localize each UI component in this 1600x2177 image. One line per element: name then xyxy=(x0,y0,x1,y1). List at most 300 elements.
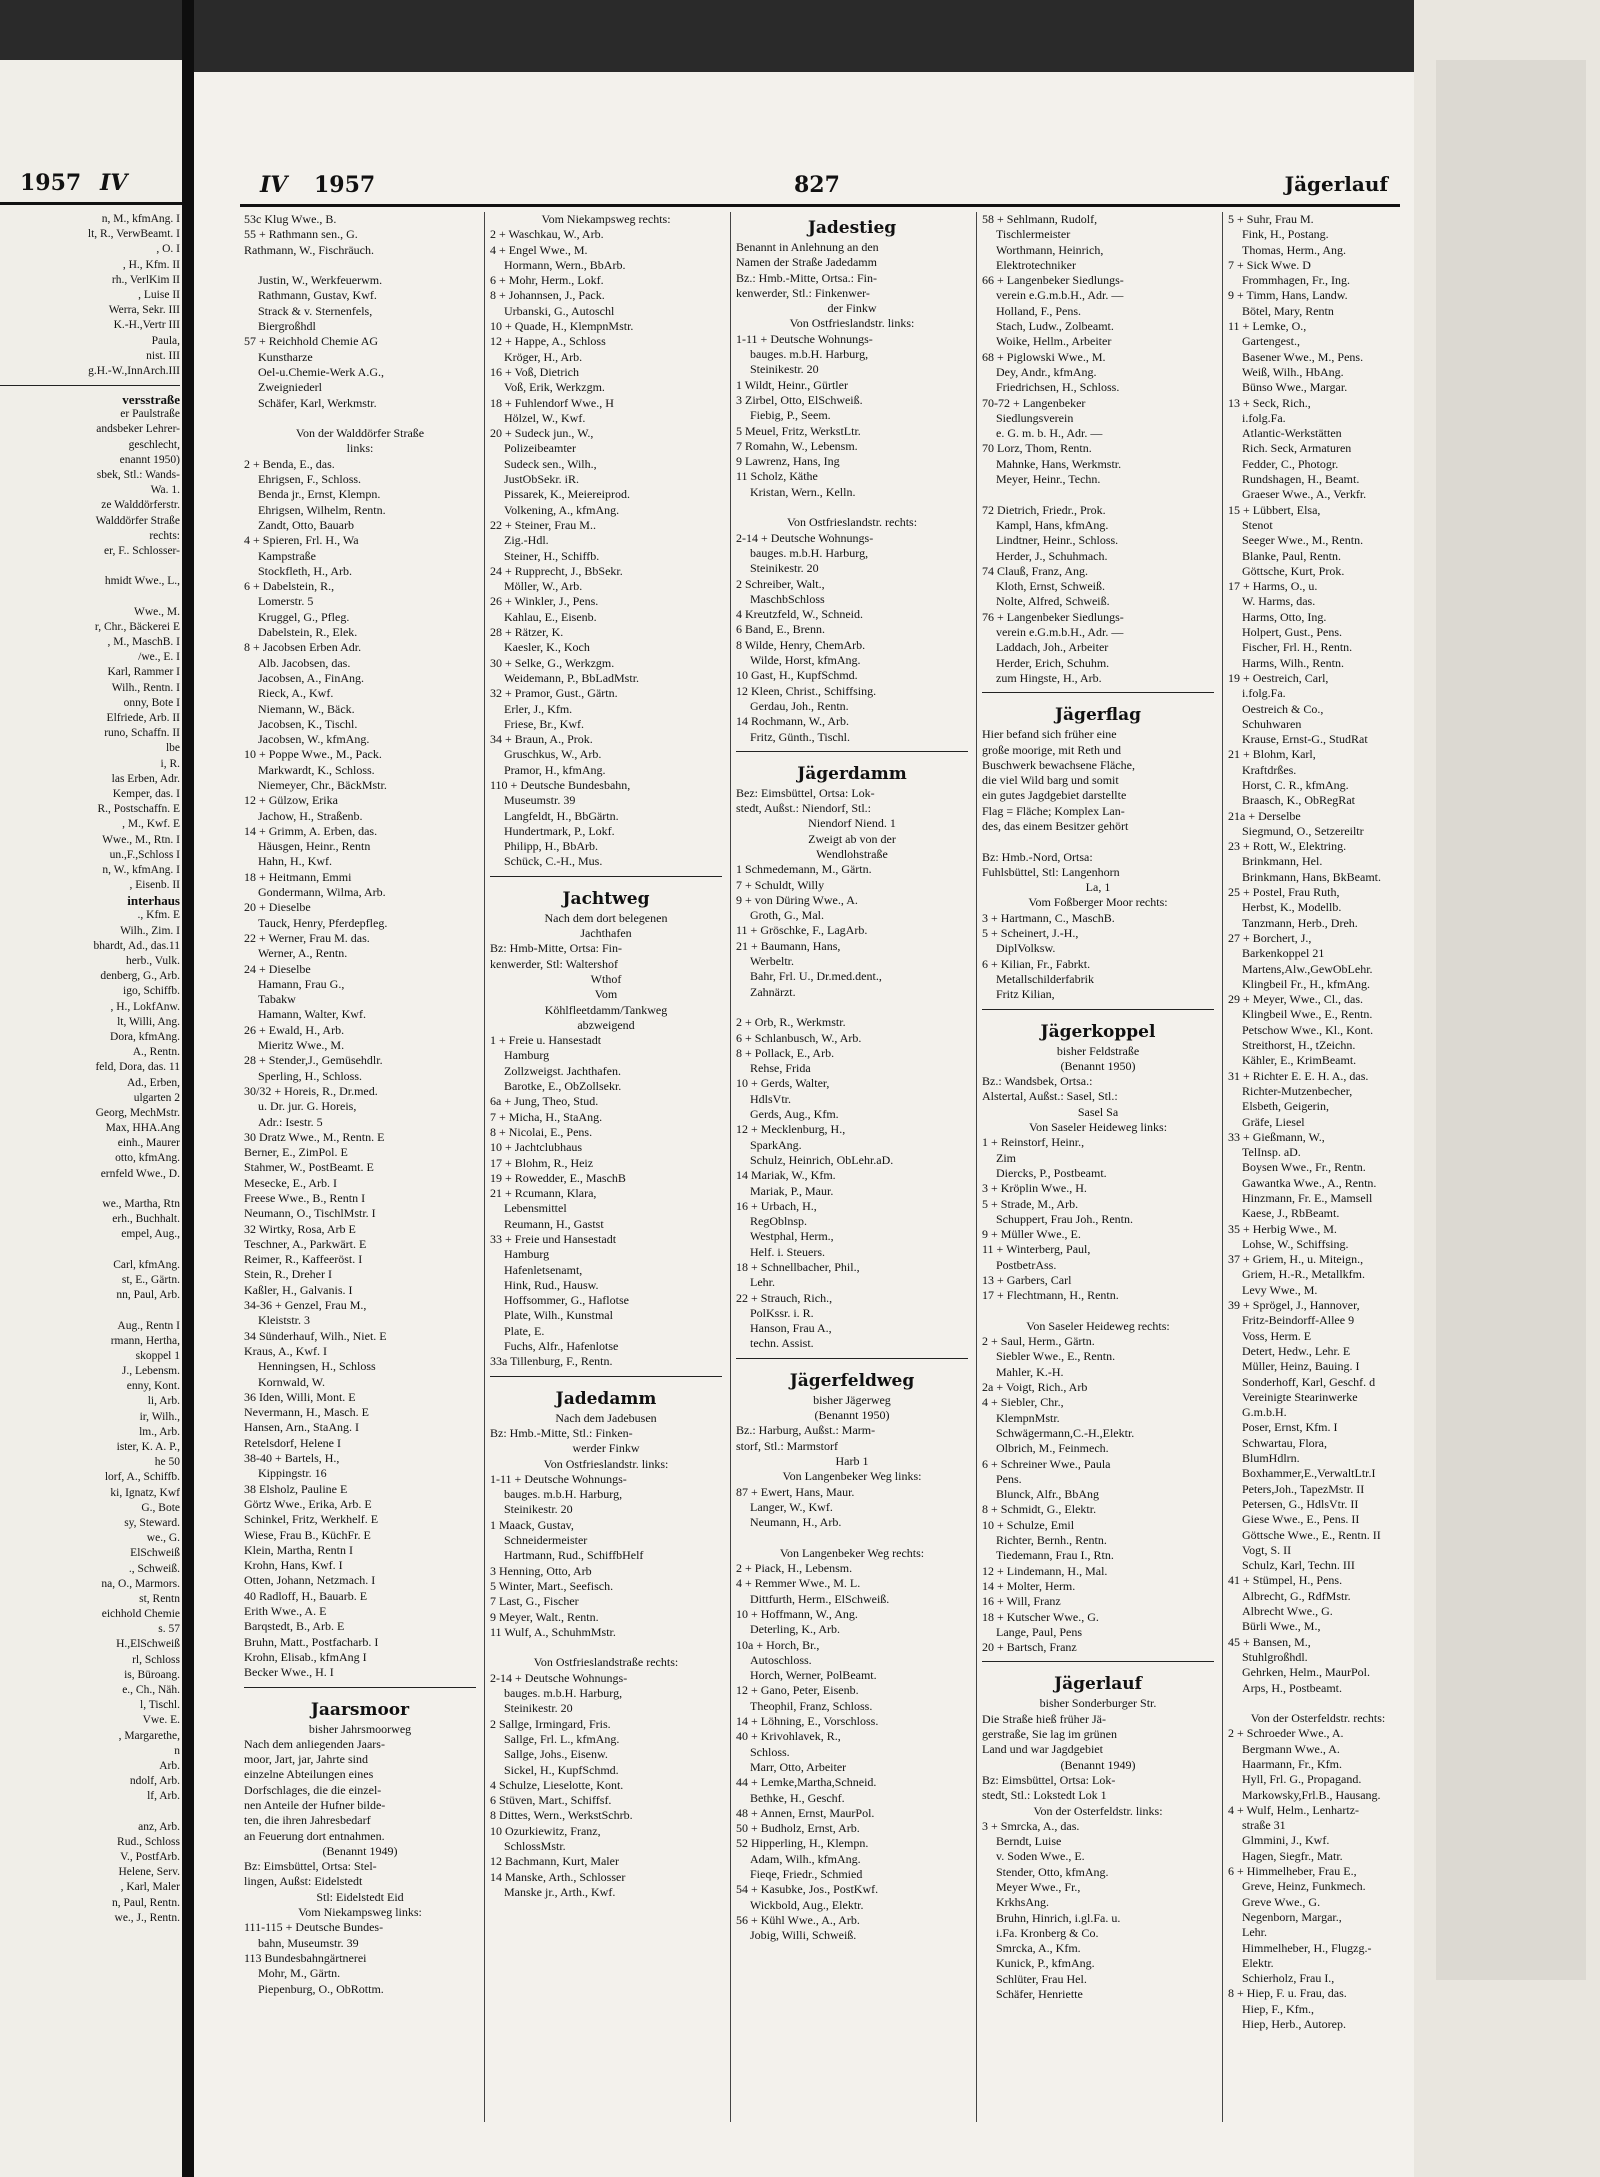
street-heading: versstraße xyxy=(122,392,180,408)
resident-entry: Göttsche Wwe., E., Rentn. II xyxy=(1242,1527,1381,1542)
resident-entry: DiplVolksw. xyxy=(996,941,1056,956)
resident-entry: Hinzmann, Fr. E., Mamsell xyxy=(1242,1191,1373,1205)
directory-entry xyxy=(0,1182,180,1197)
section-divider xyxy=(490,1376,722,1383)
directory-entry: Karl, Rammer I xyxy=(107,666,180,679)
directory-entry: geschlecht, xyxy=(128,438,180,451)
section-note: Von der Osterfeldstr. rechts: xyxy=(1250,1711,1386,1726)
resident-entry: Berndt, Luise xyxy=(996,1834,1062,1849)
resident-entry: Detert, Hedw., Lehr. E xyxy=(1242,1343,1351,1358)
directory-entry: lt, R., VerwBeamt. I xyxy=(87,228,180,241)
directory-entry: ki, Ignatz, Kwf xyxy=(110,1486,180,1499)
resident-entry: Siedlungsverein xyxy=(996,410,1074,425)
resident-entry: Streithorst, H., tZeichn. xyxy=(1242,1038,1356,1053)
resident-entry: KlempnMstr. xyxy=(996,1410,1060,1425)
resident-entry: Hamburg xyxy=(504,1247,550,1262)
directory-entry: Becker Wwe., H. I xyxy=(244,1665,334,1680)
directory-entry: 1 + Freie u. Hansestadt xyxy=(490,1033,602,1048)
directory-entry: , H., LokfAnw. xyxy=(110,1000,180,1013)
directory-entry: 10 + Schulze, Emil xyxy=(982,1517,1075,1532)
section-divider xyxy=(0,385,180,392)
directory-entry: gerstraße, Sie lag im grünen xyxy=(982,1727,1117,1742)
resident-entry: Petersen, G., HdlsVtr. II xyxy=(1242,1496,1359,1511)
resident-entry: Theophil, Franz, Schloss. xyxy=(750,1698,873,1713)
resident-entry: Steinikestr. 20 xyxy=(750,561,819,576)
directory-entry: l, Tischl. xyxy=(140,1699,180,1712)
directory-entry: 10a + Horch, Br., xyxy=(736,1637,820,1652)
street-heading: Jadedamm xyxy=(555,1388,657,1409)
directory-entry: he 50 xyxy=(154,1456,180,1469)
directory-entry: Benannt in Anlehnung an den xyxy=(736,240,879,254)
street-heading: Jägerdamm xyxy=(797,763,907,784)
year-label: 1957 xyxy=(314,172,376,198)
directory-entry: 15 + Lübbert, Elsa, xyxy=(1228,502,1321,517)
resident-entry: Lindtner, Heinr., Schloss. xyxy=(996,533,1119,548)
directory-entry: 34 Sünderhauf, Wilh., Niet. E xyxy=(244,1328,387,1343)
directory-entry: 66 + Langenbeker Siedlungs- xyxy=(982,273,1124,288)
directory-entry: 6a + Jung, Theo, Stud. xyxy=(490,1094,599,1109)
directory-entry: Dorfschlages, die die einzel- xyxy=(244,1782,382,1797)
resident-entry: Fritz, Günth., Tischl. xyxy=(750,729,851,744)
directory-entry: 6 Stüven, Mart., Schiffsf. xyxy=(490,1793,612,1808)
directory-entry: 29 + Meyer, Wwe., Cl., das. xyxy=(1228,992,1364,1007)
resident-entry: Herbst, K., Modellb. xyxy=(1242,900,1342,915)
directory-entry: 45 + Bansen, M., xyxy=(1228,1634,1311,1649)
directory-entry: 5 Winter, Mart., Seefisch. xyxy=(490,1578,614,1593)
resident-entry: Kahlau, E., Eisenb. xyxy=(504,609,597,624)
column-divider xyxy=(730,212,731,2122)
resident-entry: Mariak, P., Maur. xyxy=(750,1183,834,1198)
directory-entry: 7 Last, G., Fischer xyxy=(490,1594,579,1609)
resident-entry: HdlsVtr. xyxy=(750,1091,792,1106)
directory-entry: 34 + Braun, A., Prok. xyxy=(490,732,593,747)
directory-entry: 111-115 + Deutsche Bundes- xyxy=(244,1920,384,1935)
directory-entry: 10 Gast, H., KupfSchmd. xyxy=(736,668,858,683)
resident-entry: Piepenburg, O., ObRottm. xyxy=(258,1981,384,1996)
resident-entry: Hanson, Frau A., xyxy=(750,1321,832,1336)
resident-entry: Zollzweigst. Jachthafen. xyxy=(504,1063,621,1078)
resident-entry: Olbrich, M., Feinmech. xyxy=(996,1441,1109,1456)
directory-entry: 2 Schreiber, Walt., xyxy=(736,576,825,591)
resident-entry: Bürli Wwe., M., xyxy=(1242,1619,1321,1634)
directory-entry: lbe xyxy=(165,742,180,755)
directory-entry: 8 Dittes, Wern., WerkstSchrb. xyxy=(490,1808,633,1823)
resident-entry: Hormann, Wern., BbArb. xyxy=(504,257,626,272)
resident-entry: Stenot xyxy=(1242,517,1273,532)
resident-entry: Lehr. xyxy=(750,1275,775,1290)
resident-entry: Bruhn, Hinrich, i.gl.Fa. u. xyxy=(996,1910,1121,1925)
resident-entry: Tiedemann, Frau I., Rtn. xyxy=(996,1548,1114,1563)
section-note: Jachthafen xyxy=(580,926,632,941)
street-heading: Jägerkoppel xyxy=(1040,1021,1156,1042)
directory-entry: 7 + Micha, H., StaAng. xyxy=(490,1109,603,1124)
resident-entry: Krause, Ernst-G., StudRat xyxy=(1242,732,1368,747)
directory-entry: e., Ch., Näh. xyxy=(122,1684,180,1696)
resident-entry: Elektrotechniker xyxy=(996,257,1076,272)
resident-entry: Werner, A., Rentn. xyxy=(258,946,348,961)
directory-entry: un.,F.,Schloss I xyxy=(109,848,180,861)
resident-entry: Hoffsommer, G., Haflotse xyxy=(504,1293,629,1308)
resident-entry: Museumstr. 39 xyxy=(504,793,576,808)
resident-entry: Dittfurth, Herm., ElSchweiß. xyxy=(750,1591,890,1606)
directory-entry: 3 Henning, Otto, Arb xyxy=(490,1563,592,1578)
resident-entry: Hagen, Siegfr., Matr. xyxy=(1242,1848,1343,1863)
directory-entry: 2 + Schroeder Wwe., A. xyxy=(1228,1726,1344,1741)
resident-entry: Schäfer, Karl, Werkmstr. xyxy=(258,395,377,410)
directory-entry: Teschner, A., Parkwärt. E xyxy=(244,1236,367,1251)
resident-entry: Lehr. xyxy=(1242,1925,1267,1940)
page-number: 827 xyxy=(794,172,840,198)
directory-entry: Reimer, R., Kaffeeröst. I xyxy=(244,1252,363,1267)
directory-entry: 21a + Derselbe xyxy=(1228,808,1301,823)
resident-entry: Stuhlgroßhdl. xyxy=(1242,1649,1308,1664)
resident-entry: Sonderhoff, Karl, Geschf. d xyxy=(1242,1374,1376,1389)
directory-entry: otto, kfmAng. xyxy=(115,1152,180,1165)
resident-entry: Gehrken, Helm., MaurPol. xyxy=(1242,1665,1370,1680)
directory-entry: s. 57 xyxy=(158,1623,180,1636)
resident-entry: Steiner, H., Schiffb. xyxy=(504,548,600,563)
resident-entry: Deterling, K., Arb. xyxy=(750,1622,840,1637)
directory-entry: Fuhlsbüttel, Stl: Langenhorn xyxy=(982,864,1120,879)
directory-entry: 30 Dratz Wwe., M., Rentn. E xyxy=(244,1129,385,1144)
directory-entry: sy, Steward. xyxy=(124,1516,180,1529)
directory-entry: 8 + Schmidt, G., Elektr. xyxy=(982,1502,1097,1517)
directory-entry: feld, Dora, das. 11 xyxy=(95,1061,180,1074)
directory-entry: ., Kfm. E xyxy=(137,909,180,922)
directory-entry: n, Paul, Rentn. xyxy=(111,1896,180,1909)
resident-entry: Poser, Ernst, Kfm. I xyxy=(1242,1420,1338,1435)
resident-entry: Bergmann Wwe., A. xyxy=(1242,1741,1340,1756)
directory-entry: 12 + Gülzow, Erika xyxy=(244,793,338,808)
resident-entry: Kunick, P., kfmAng. xyxy=(996,1956,1095,1971)
right-page xyxy=(194,72,1414,2177)
resident-entry: Kröger, H., Arb. xyxy=(504,349,583,364)
section-note: Köhlfleetdamm/Tankweg xyxy=(544,1002,668,1017)
directory-entry: 18 + Kutscher Wwe., G. xyxy=(982,1609,1099,1624)
resident-entry: Tanzmann, Herb., Dreh. xyxy=(1242,915,1358,930)
resident-entry: Hartmann, Rud., SchiffbHelf xyxy=(504,1548,644,1563)
section-note: (Benannt 1949) xyxy=(1060,1757,1136,1772)
directory-entry: nn, Paul, Arb. xyxy=(116,1289,180,1302)
directory-entry: G., Bote xyxy=(141,1501,180,1514)
resident-entry: Greve, Heinz, Funkmech. xyxy=(1242,1879,1366,1894)
header-rule xyxy=(240,204,1400,207)
resident-entry: Brinkmann, Hel. xyxy=(1242,854,1323,869)
directory-entry: storf, Stl.: Marmstorf xyxy=(736,1438,838,1453)
directory-entry: 39 + Sprögel, J., Hannover, xyxy=(1228,1298,1360,1313)
directory-entry: 8 + Pollack, E., Arb. xyxy=(736,1045,835,1060)
resident-entry: u. Dr. jur. G. Horeis, xyxy=(258,1099,357,1114)
resident-entry: Rich. Seck, Armaturen xyxy=(1242,441,1352,456)
resident-entry: KrkhsAng. xyxy=(996,1895,1049,1910)
resident-entry: Holpert, Gust., Pens. xyxy=(1242,625,1342,640)
directory-entry: 14 Manske, Arth., Schlosser xyxy=(490,1869,626,1884)
resident-entry: v. Soden Wwe., E. xyxy=(996,1849,1085,1864)
directory-entry: n xyxy=(174,1744,180,1757)
directory-entry: 31 + Richter E. E. H. A., das. xyxy=(1228,1068,1369,1083)
directory-entry: 4 + Wulf, Helm., Lenhartz- xyxy=(1228,1802,1360,1817)
directory-entry: moor, Jart, jar, Jahrte sind xyxy=(244,1752,369,1767)
section-note: (Benannt 1950) xyxy=(814,1408,890,1423)
directory-entry: 22 + Strauch, Rich., xyxy=(736,1290,833,1305)
resident-entry: JustObSekr. iR. xyxy=(504,472,580,487)
directory-entry: ten, die ihren Jahresbedarf xyxy=(244,1813,371,1828)
directory-entry: 2-14 + Deutsche Wohnungs- xyxy=(736,530,874,545)
resident-entry: straße 31 xyxy=(1242,1818,1286,1833)
directory-entry: Mesecke, E., Arb. I xyxy=(244,1175,337,1190)
directory-entry: 12 + Happe, A., Schloss xyxy=(490,334,606,349)
directory-entry: we., J., Rentn. xyxy=(114,1911,180,1924)
resident-entry: Stender, Otto, kfmAng. xyxy=(996,1864,1109,1879)
resident-entry: Bünso Wwe., Margar. xyxy=(1242,380,1348,395)
directory-entry: 57 + Reichhold Chemie AG xyxy=(244,334,379,349)
directory-entry: 16 + Will, Franz xyxy=(982,1594,1061,1609)
resident-entry: Gerds, Aug., Kfm. xyxy=(750,1107,839,1122)
directory-column-4 xyxy=(982,212,1214,2002)
resident-entry: Kampstraße xyxy=(258,548,316,563)
resident-entry: Ehrigsen, Wilhelm, Rentn. xyxy=(258,502,386,517)
directory-entry: 20 + Bartsch, Franz xyxy=(982,1640,1077,1655)
directory-entry: 2 + Orb, R., Werkmstr. xyxy=(736,1015,846,1030)
resident-entry: Frommhagen, Fr., Ing. xyxy=(1242,273,1350,288)
directory-entry: 26 + Winkler, J., Pens. xyxy=(490,594,599,609)
directory-entry: J., Lebensm. xyxy=(121,1365,180,1378)
street-heading: interhaus xyxy=(127,893,180,909)
resident-entry: Hink, Rud., Hausw. xyxy=(504,1277,599,1292)
section-note: Zweigt ab von der xyxy=(808,831,896,846)
directory-entry: 11 Wulf, A., SchuhmMstr. xyxy=(490,1624,616,1639)
directory-entry: 6 + Dabelstein, R., xyxy=(244,579,335,594)
resident-entry: Reumann, H., Gastst xyxy=(504,1216,604,1231)
resident-entry: Hamburg xyxy=(504,1048,550,1063)
directory-entry xyxy=(982,487,1214,502)
directory-entry: Walddörfer Straße xyxy=(95,514,180,527)
resident-entry: Kraftdrßes. xyxy=(1242,762,1297,777)
directory-entry: 12 Kleen, Christ., Schiffsing. xyxy=(736,683,877,698)
resident-entry: Metallschilderfabrik xyxy=(996,971,1094,986)
directory-entry: 5 + Scheinert, J.-H., xyxy=(982,926,1079,941)
directory-entry: Carl, kfmAng. xyxy=(113,1258,180,1271)
resident-entry: Mahler, K.-H. xyxy=(996,1364,1064,1379)
resident-entry: Pramor, H., kfmAng. xyxy=(504,762,606,777)
section-divider xyxy=(490,876,722,883)
directory-entry: ., Schweiß. xyxy=(128,1562,180,1575)
directory-entry: ze Walddörferstr. xyxy=(101,499,180,512)
directory-entry: 1 Schmedemann, M., Gärtn. xyxy=(736,862,872,877)
section-note: abzweigend xyxy=(577,1017,635,1032)
directory-entry xyxy=(1228,1696,1408,1711)
directory-entry: 1-11 + Deutsche Wohnungs- xyxy=(736,331,873,346)
directory-entry: , Luise II xyxy=(138,288,180,301)
directory-entry: ernfeld Wwe., D. xyxy=(100,1167,180,1180)
resident-entry: Stach, Ludw., Zolbeamt. xyxy=(996,319,1114,334)
directory-entry: kenwerder, Stl: Waltershof xyxy=(490,956,618,971)
directory-entry: st, Rentn xyxy=(139,1592,180,1605)
resident-entry: Tabakw xyxy=(258,992,296,1007)
left-page xyxy=(0,60,182,2177)
directory-entry: stedt, Stl.: Lokstedt Lok 1 xyxy=(982,1788,1107,1803)
directory-entry: 72 Dietrich, Friedr., Prok. xyxy=(982,502,1106,517)
directory-entry: Wa. 1. xyxy=(150,484,180,497)
resident-entry: Langer, W., Kwf. xyxy=(750,1499,833,1514)
resident-entry: Pens. xyxy=(996,1471,1022,1486)
resident-entry: bauges. m.b.H. Harburg, xyxy=(750,545,869,560)
directory-entry: 68 + Piglowski Wwe., M. xyxy=(982,349,1106,364)
directory-entry: 18 + Heitmann, Emmi xyxy=(244,869,352,884)
resident-entry: Göttsche, Kurt, Prok. xyxy=(1242,563,1345,578)
resident-entry: Holland, F., Pens. xyxy=(996,303,1082,318)
resident-entry: Hiep, Herb., Autorep. xyxy=(1242,2017,1346,2032)
street-heading: Jägerfeldweg xyxy=(789,1370,915,1391)
directory-entry: 11 Scholz, Käthe xyxy=(736,469,818,484)
section-note: bisher Jägerweg xyxy=(813,1392,891,1407)
directory-entry: Freese Wwe., B., Rentn I xyxy=(244,1191,366,1205)
resident-entry: W. Harms, das. xyxy=(1242,594,1316,609)
directory-entry: 56 + Kühl Wwe., A., Arb. xyxy=(736,1912,860,1927)
resident-entry: MaschbSchloss xyxy=(750,591,825,606)
directory-entry xyxy=(0,1805,180,1820)
directory-entry: Hansen, Arn., StaAng. I xyxy=(244,1420,359,1435)
resident-entry: Dey, Andr., kfmAng. xyxy=(996,364,1097,379)
directory-entry: 14 + Grimm, A. Erben, das. xyxy=(244,823,378,838)
section-note: Von der Osterfeldstr. links: xyxy=(1033,1803,1163,1818)
resident-entry: Schloss. xyxy=(750,1744,790,1759)
resident-entry: Fischer, Frl. H., Rentn. xyxy=(1242,640,1353,655)
directory-entry: Otten, Johann, Netzmach. I xyxy=(244,1573,376,1588)
resident-entry: Herder, Erich, Schuhm. xyxy=(996,655,1110,670)
resident-entry: Schierholz, Frau I., xyxy=(1242,1971,1335,1986)
section-divider xyxy=(982,1009,1214,1016)
directory-entry: Dora, kfmAng. xyxy=(110,1030,180,1043)
resident-entry: Hamann, Frau G., xyxy=(258,976,345,991)
directory-entry: 21 + Baumann, Hans, xyxy=(736,938,841,953)
section-note: Von Ostfrieslandstr. links: xyxy=(789,316,915,331)
directory-entry: 33 + Freie und Hansestadt xyxy=(490,1232,617,1246)
resident-entry: Stockfleth, H., Arb. xyxy=(258,563,352,578)
directory-entry: 19 + Rowedder, E., MaschB xyxy=(490,1170,626,1185)
directory-entry: 3 + Smrcka, A., das. xyxy=(982,1818,1080,1833)
directory-entry: 25 + Postel, Frau Ruth, xyxy=(1228,885,1340,900)
resident-entry: Rathmann, Gustav, Kwf. xyxy=(258,288,377,303)
resident-entry: Lohse, W., Schiffsing. xyxy=(1242,1236,1349,1251)
section-note: Von Ostfrieslandstr. links: xyxy=(543,1456,669,1471)
directory-entry: 23 + Rott, W., Elektring. xyxy=(1228,839,1347,854)
section-note: (Benannt 1949) xyxy=(322,1843,398,1858)
street-heading: Jaarsmoor xyxy=(310,1699,410,1720)
directory-entry: Bez: Eimsbüttel, Ortsa: Lok- xyxy=(736,785,875,800)
directory-entry: Bz.: Hmb.-Mitte, Ortsa.: Fin- xyxy=(736,270,877,285)
section-note: Wthof xyxy=(590,971,622,986)
section-divider xyxy=(736,751,968,758)
resident-entry: Kähler, E., KrimBeamt. xyxy=(1242,1053,1357,1068)
directory-entry: denberg, G., Arb. xyxy=(100,970,180,983)
directory-entry: skoppel 1 xyxy=(135,1349,180,1362)
resident-entry: Nolte, Alfred, Schweiß. xyxy=(996,594,1110,609)
resident-entry: Vereinigte Stearinwerke xyxy=(1242,1389,1358,1404)
directory-entry: 2a + Voigt, Rich., Arb xyxy=(982,1380,1088,1395)
resident-entry: Horch, Werner, PolBeamt. xyxy=(750,1668,877,1683)
directory-entry: 40 + Krivohlavek, R., xyxy=(736,1729,841,1744)
directory-entry: , H., Kfm. II xyxy=(122,258,180,271)
left-header-rule xyxy=(0,202,182,205)
resident-entry: Steinikestr. 20 xyxy=(504,1502,573,1517)
directory-entry: andsbeker Lehrer- xyxy=(96,423,180,436)
resident-entry: Tauck, Henry, Pferdepfleg. xyxy=(258,915,388,930)
directory-entry: 1 Maack, Gustav, xyxy=(490,1517,574,1532)
resident-entry: Groth, G., Mal. xyxy=(750,908,824,923)
resident-entry: Barotke, E., ObZollsekr. xyxy=(504,1079,622,1094)
directory-entry: 22 + Werner, Frau M. das. xyxy=(244,930,370,945)
directory-entry: 20 + Dieselbe xyxy=(244,900,311,915)
directory-entry: 6 + Schreiner Wwe., Paula xyxy=(982,1456,1111,1471)
directory-entry: lingen, Außst: Eidelstedt xyxy=(244,1874,363,1889)
directory-entry: Ad., Erben, xyxy=(126,1076,180,1089)
resident-entry: SparkAng. xyxy=(750,1137,802,1152)
directory-entry: K.-H.,Vertr III xyxy=(113,319,180,332)
section-note: Wendlohstraße xyxy=(816,846,888,861)
directory-entry: 27 + Borchert, J., xyxy=(1228,930,1312,945)
directory-entry: H.,ElSchweiß xyxy=(116,1638,180,1651)
directory-entry: V., PostfArb. xyxy=(120,1851,180,1864)
section-note: Vom Niekampsweg links: xyxy=(298,1905,422,1920)
directory-entry: herb., Vulk. xyxy=(125,955,180,967)
left-page-volume: IV xyxy=(100,170,128,196)
directory-entry: 58 + Sehlmann, Rudolf, xyxy=(982,212,1098,226)
directory-entry: sbek, Stl.: Wands- xyxy=(96,469,180,481)
directory-entry: , M., MaschB. I xyxy=(107,636,180,649)
directory-entry: Bz.: Harburg, Außst.: Marm- xyxy=(736,1423,876,1438)
resident-entry: Klingbeil Fr., H., kfmAng. xyxy=(1242,976,1370,991)
resident-entry: Bahr, Frl. U., Dr.med.dent., xyxy=(750,969,882,984)
section-note: Stl: Eidelstedt Eid xyxy=(316,1889,404,1904)
section-note: (Benannt 1950) xyxy=(1060,1058,1136,1073)
directory-entry: 14 + Molter, Herm. xyxy=(982,1578,1076,1593)
resident-entry: Weiß, Wilh., HbAng. xyxy=(1242,364,1344,379)
resident-entry: Fink, H., Postang. xyxy=(1242,227,1329,242)
directory-entry: Werra, Sekr. III xyxy=(108,304,180,317)
section-divider xyxy=(982,692,1214,699)
resident-entry: Strack & v. Sternenfels, xyxy=(258,303,373,318)
resident-entry: Sickel, H., KupfSchmd. xyxy=(504,1762,619,1777)
directory-entry: 5 + Suhr, Frau M. xyxy=(1228,212,1314,226)
resident-entry: Biergroßhdl xyxy=(258,319,316,334)
resident-entry: Pissarek, K., Meiereiprod. xyxy=(504,487,630,502)
directory-entry: 70-72 + Langenbeker xyxy=(982,395,1086,410)
resident-entry: Möller, W., Arb. xyxy=(504,579,583,594)
directory-entry: , M., Kwf. E xyxy=(122,818,180,831)
directory-entry: Land und war Jagdgebiet xyxy=(982,1742,1103,1757)
directory-entry: na, O., Marmors. xyxy=(101,1577,180,1590)
resident-entry: Oestreich & Co., xyxy=(1242,701,1324,716)
resident-entry: Neumann, H., Arb. xyxy=(750,1515,842,1530)
resident-entry: Justin, W., Werkfeuerwm. xyxy=(258,273,383,288)
column-divider xyxy=(976,212,977,2122)
resident-entry: Schneidermeister xyxy=(504,1533,588,1548)
resident-entry: Bötel, Mary, Rentn xyxy=(1242,303,1334,318)
directory-entry: des, das einem Besitzer gehört xyxy=(982,818,1129,833)
directory-column-1 xyxy=(244,212,476,1997)
directory-entry: rh., VerlKim II xyxy=(111,273,180,286)
resident-entry: Plate, Wilh., Kunstmal xyxy=(504,1308,613,1323)
column-divider xyxy=(1222,212,1223,2122)
directory-entry: Neumann, O., TischlMstr. I xyxy=(244,1206,376,1221)
resident-entry: Kaese, J., RbBeamt. xyxy=(1242,1206,1340,1221)
directory-entry: 7 + Schuldt, Willy xyxy=(736,877,825,892)
directory-entry: 3 + Hartmann, C., MaschB. xyxy=(982,910,1115,925)
directory-entry: 2 + Waschkau, W., Arb. xyxy=(490,227,604,242)
resident-entry: Hamann, Walter, Kwf. xyxy=(258,1007,366,1022)
resident-entry: Weidemann, P., BbLadMstr. xyxy=(504,670,640,685)
